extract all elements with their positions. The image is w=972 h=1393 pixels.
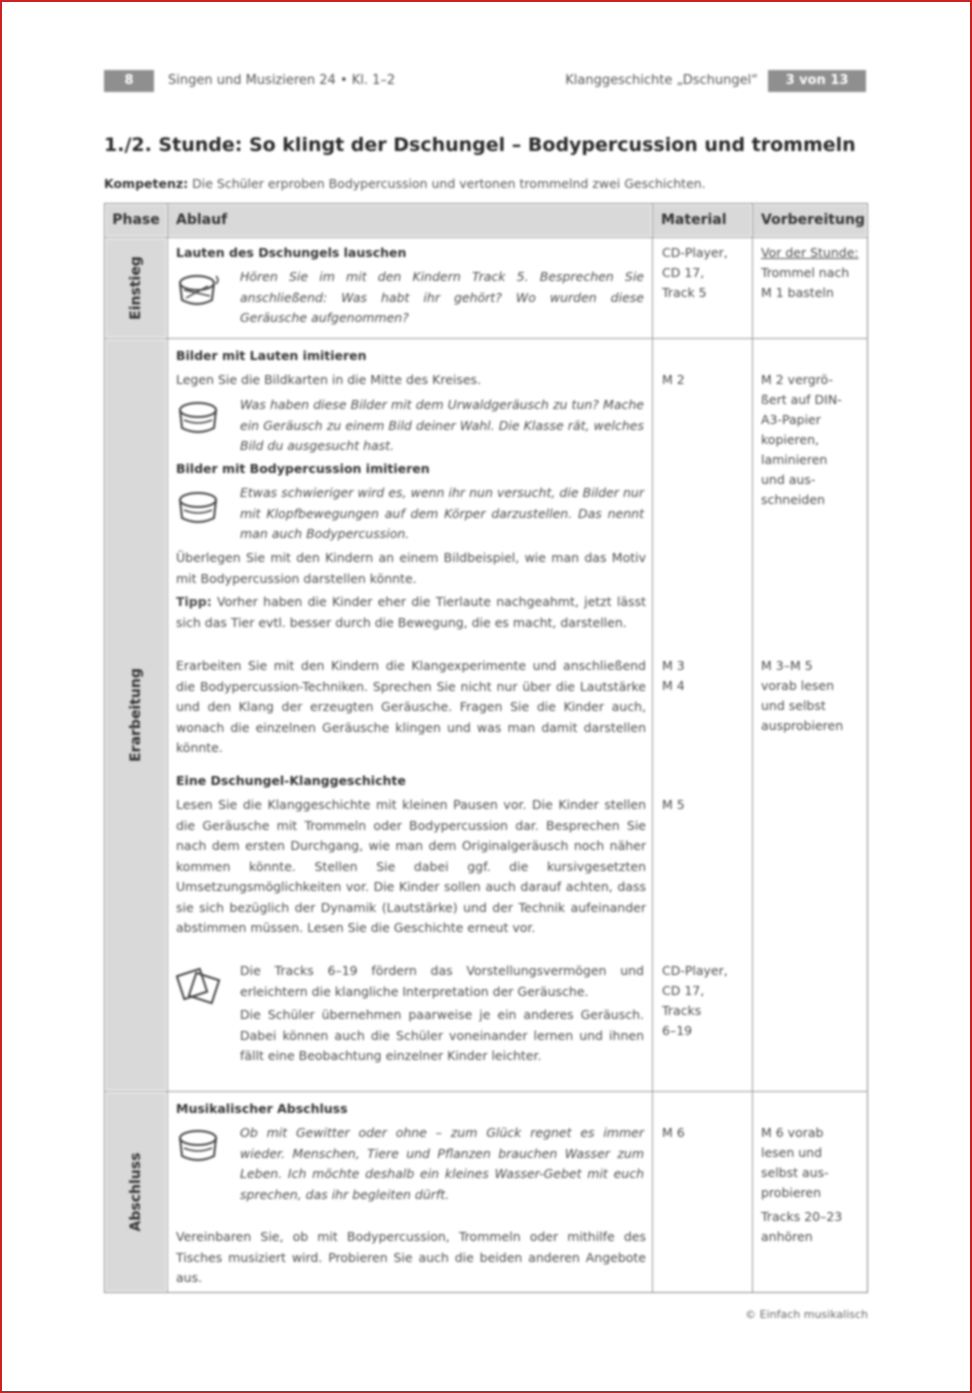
footer-copyright: © Einfach musikalisch: [745, 1308, 868, 1321]
drum-icon: [176, 1126, 222, 1168]
row-divider: [104, 338, 868, 339]
vorbereitung-line: M 6 vorab: [761, 1125, 824, 1140]
header-vorbereitung: Vorbereitung: [753, 205, 866, 236]
erarbeitung-material-2: [662, 656, 685, 696]
einstieg-heading: Lauten des Dschungels lauschen: [176, 245, 407, 260]
vorbereitung-line: laminieren: [761, 452, 828, 467]
erarbeitung-vorbereitung-1: [761, 370, 863, 510]
material-line: Tracks: [662, 1003, 702, 1018]
erarbeitung-text-6: Die Schüler übernehmen paarweise je ein anderes Geräusch. Dabei können auch die Schüler voneinander lernen und ihnen fällt eine Beobachtung einzelner Kinder leichter.: [240, 1007, 644, 1063]
kompetenz-line: [104, 176, 866, 191]
material-line: M 4: [662, 678, 685, 693]
erarbeitung-text-2: Überlegen Sie mit den Kindern an einem Bildbeispiel, wie man das Motiv mit Bodypercussion darstellen könnte.: [176, 550, 646, 586]
material-line: Track 5: [662, 285, 707, 300]
drum-icon: [176, 488, 222, 530]
material-line: CD-Player,: [662, 245, 728, 260]
drum-icon: [176, 398, 222, 440]
erarbeitung-question-2: Etwas schwieriger wird es, wenn ihr nun versucht, die Bilder nur mit Klopfbewegungen auf dem Körper darzustellen. Das nennt man auch Bodypercussion.: [240, 485, 644, 541]
col-divider: [752, 204, 753, 1292]
tipp-text: Vorher haben die Kinder eher die Tierlaute nachgeahmt, jetzt lässt sich das Tier evtl. besser durch die Bewegung, die es macht, darstellen.: [176, 594, 646, 630]
book-title: Singen und Musizieren 24 • Kl. 1–2: [168, 73, 396, 88]
vorbereitung-line: selbst aus-: [761, 1165, 829, 1180]
kompetenz-label: Kompetenz:: [104, 176, 189, 191]
topic-title: Klanggeschichte „Dschungel“: [565, 73, 758, 88]
abschluss-text: Vereinbaren Sie, ob mit Bodypercussion, Trommeln oder mithilfe des Tisches musiziert wird. Probieren Sie auch die beiden anderen Angebote aus.: [176, 1229, 646, 1285]
erarbeitung-text-4: Lesen Sie die Klanggeschichte mit kleinen Pausen vor. Die Kinder stellen die Geräusche mit Trommeln oder Bodypercussion dar. Besprechen Sie nach dem ersten Durchgang, wie man dem Originalgeräusch noch näher kommen könnte. Stellen Sie dabei ggf. die kursivgesetzten Umsetzungsmöglichkeiten vor. Die Kinder sollen auch darauf achten, dass sie sich bezüglich der Dynamik (Lautstärke) und der Technik aufeinander abstimmen müssen. Lesen Sie die Geschichte erneut vor.: [176, 797, 646, 935]
phase-label-einstieg: Einstieg: [128, 256, 144, 320]
vorbereitung-line: ßert auf DIN-: [761, 392, 842, 407]
vorbereitung-line: Tracks 20–23: [761, 1209, 843, 1224]
page-title: 1./2. Stunde: So klingt der Dschungel – Bodypercussion und trommeln: [104, 134, 856, 156]
erarbeitung-material-4: [662, 961, 748, 1041]
erarbeitung-text-3: Erarbeiten Sie mit den Kindern die Klangexperimente und anschließend die Bodypercussion-Techniken. Sprechen Sie nicht nur über die Lautstärke und den Klang der erzeugten Geräusche. Fragen Sie die Kinder auch, wonach die einzelnen Geräusche klingen und was man damit darstellen könnte.: [176, 658, 646, 755]
material-line: CD 17,: [662, 265, 705, 280]
row-divider: [104, 237, 868, 238]
material-line: M 3: [662, 658, 685, 673]
erarbeitung-material-1: M 2: [662, 372, 685, 387]
vorbereitung-line: und selbst: [761, 698, 826, 713]
page-number-badge: 8: [104, 70, 154, 92]
header-ablauf: Ablauf: [168, 205, 651, 236]
col-divider: [652, 204, 653, 1292]
row-divider: [104, 1091, 868, 1092]
vorbereitung-text: Trommel nach M 1 basteln: [761, 265, 850, 300]
vorbereitung-line: schneiden: [761, 492, 825, 507]
page-of-badge: 3 von 13: [768, 70, 866, 92]
einstieg-material: [662, 243, 748, 303]
einstieg-vorbereitung: [761, 243, 863, 303]
header-material: Material: [653, 205, 751, 236]
vorbereitung-line: A3-Papier: [761, 412, 821, 427]
vorbereitung-line: probieren: [761, 1185, 822, 1200]
vorbereitung-line: vorab lesen: [761, 678, 835, 693]
vorbereitung-line: M 2 vergrö-: [761, 372, 833, 387]
abschluss-vorbereitung-2: [761, 1207, 863, 1247]
vorbereitung-line: ausprobieren: [761, 718, 844, 733]
abschluss-question: Ob mit Gewitter oder ohne – zum Glück regnet es immer wieder. Menschen, Tiere und Pflanzen brauchen Wasser zum Leben. Ich möchte deshalb ein kleines Wasser-Gebet mit euch sprechen, das ihr begleiten dürft.: [240, 1125, 644, 1202]
header-phase: Phase: [106, 205, 166, 236]
abschluss-heading: Musikalischer Abschluss: [176, 1101, 348, 1116]
erarbeitung-heading-3: Eine Dschungel-Klanggeschichte: [176, 773, 406, 788]
einstieg-text: Hören Sie im mit den Kindern Track 5. Besprechen Sie anschließend: Was habt ihr gehört? Wo wurden diese Geräusche aufgenommen?: [240, 269, 644, 325]
erarbeitung-heading-2: Bilder mit Bodypercussion imitieren: [176, 461, 430, 476]
erarbeitung-question-1: Was haben diese Bilder mit dem Urwaldgeräusch zu tun? Mache ein Geräusch zu einem Bild deiner Wahl. Die Klasse rät, welches Bild du ausgesucht hast.: [240, 397, 644, 453]
vorbereitung-line: anhören: [761, 1229, 813, 1244]
erarbeitung-text-1: Legen Sie die Bildkarten in die Mitte des Kreises.: [176, 372, 482, 387]
vorbereitung-line: M 3–M 5: [761, 658, 813, 673]
tipp-label: Tipp:: [176, 594, 212, 609]
vorbereitung-line: kopieren,: [761, 432, 819, 447]
kompetenz-text: Die Schüler erproben Bodypercussion und vertonen trommelnd zwei Geschichten.: [192, 176, 706, 191]
abschluss-vorbereitung-1: [761, 1123, 863, 1203]
material-line: 6–19: [662, 1023, 693, 1038]
vorbereitung-line: lesen und: [761, 1145, 823, 1160]
col-divider: [167, 204, 168, 1292]
phase-label-abschluss: Abschluss: [128, 1152, 144, 1232]
phase-label-erarbeitung: Erarbeitung: [128, 668, 144, 762]
abschluss-material: M 6: [662, 1125, 685, 1140]
erarbeitung-vorbereitung-2: [761, 656, 863, 736]
erarbeitung-text-5: Die Tracks 6–19 fördern das Vorstellungsvermögen und erleichtern die klangliche Interpretation der Geräusche.: [240, 963, 644, 999]
erarbeitung-heading-1: Bilder mit Lauten imitieren: [176, 348, 367, 363]
vorbereitung-underlined: Vor der Stunde:: [761, 245, 859, 260]
material-line: CD 17,: [662, 983, 705, 998]
drum-speaking-icon: [176, 270, 222, 312]
erarbeitung-material-3: M 5: [662, 797, 685, 812]
cd-icon: [176, 964, 222, 1006]
erarbeitung-tipp: [176, 592, 646, 633]
material-line: CD-Player,: [662, 963, 728, 978]
vorbereitung-line: und aus-: [761, 472, 816, 487]
